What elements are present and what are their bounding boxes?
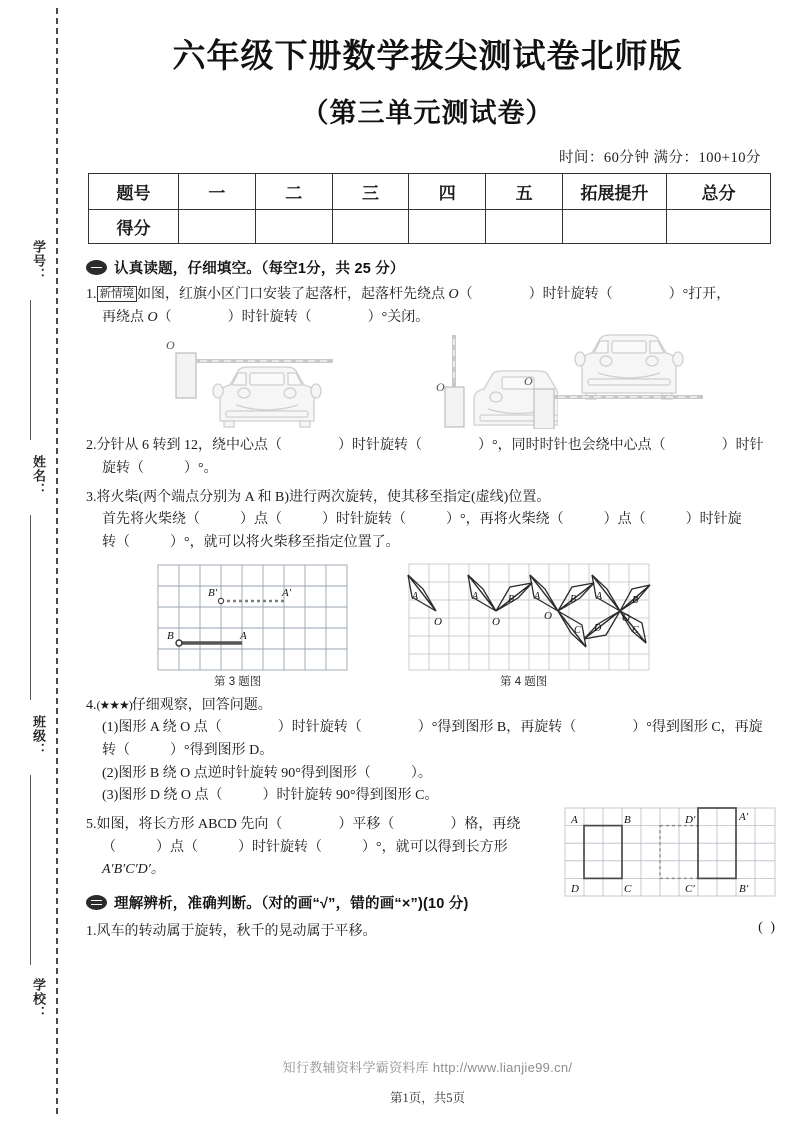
svg-text:C: C xyxy=(574,624,581,636)
q4-p3b: ）时针旋转 90°得到图形 C。 xyxy=(262,788,439,804)
q1-point-o-2: O xyxy=(147,309,158,325)
q1-figure-barrier-closed xyxy=(158,333,388,429)
q4-part2 xyxy=(86,763,793,786)
q5-g: ）°，就可以得到长方形 xyxy=(362,839,508,855)
svg-text:B: B xyxy=(632,594,639,606)
svg-text:A: A xyxy=(472,590,479,602)
judge-1-number: 1. xyxy=(86,924,97,940)
q2-c: ）°，同时时针也会绕中心点（ xyxy=(478,438,666,454)
svg-text:A: A xyxy=(412,590,419,602)
svg-text:C′: C′ xyxy=(685,883,695,896)
score-cell-5[interactable] xyxy=(486,210,563,244)
question-3 xyxy=(86,487,793,555)
q1-line2a: 再绕点 xyxy=(102,309,144,325)
q1-line1c: ）°打开， xyxy=(668,287,731,302)
score-col-1: 一 xyxy=(179,174,256,210)
q2-d: ）时针 xyxy=(721,438,764,454)
q5-d: （ xyxy=(102,839,116,855)
q3-line3 xyxy=(86,532,793,555)
q2-number: 2. xyxy=(86,438,97,454)
sealing-margin xyxy=(0,0,62,1122)
svg-text:C: C xyxy=(632,624,639,636)
q5-e: ）点（ xyxy=(156,839,198,855)
svg-text:B′: B′ xyxy=(208,586,218,599)
q1-number: 1. xyxy=(86,287,97,302)
q1-figure-row xyxy=(62,333,793,429)
svg-text:A: A xyxy=(596,590,603,602)
margin-rule-2 xyxy=(30,515,31,700)
q5-b: ）平移（ xyxy=(338,817,395,833)
margin-rule-3 xyxy=(30,775,31,965)
svg-text:C: C xyxy=(624,883,632,896)
svg-text:D: D xyxy=(594,622,602,634)
margin-label-name: 姓名： xyxy=(31,455,46,497)
figure-q5-rectangle-grid xyxy=(563,806,777,898)
q3-b: 首先将火柴绕（ xyxy=(102,512,200,528)
section-number-two-icon xyxy=(86,895,107,910)
figure-q3-caption: 第 3 题图 xyxy=(214,675,262,688)
q3-d: ）时针旋转（ xyxy=(322,512,406,528)
score-col-5: 五 xyxy=(486,174,563,210)
svg-text:O: O xyxy=(492,615,500,628)
q4-p3a: (3)图形 D 绕 O 点（ xyxy=(102,788,223,804)
svg-text:A: A xyxy=(240,629,247,642)
section-number-one-icon xyxy=(86,260,107,275)
figure-q3-matchstick-grid xyxy=(154,561,354,671)
q1-line1a: 如图，红旗小区门口安装了起落杆，起落杆先绕点 xyxy=(137,287,445,302)
judge-item-1 xyxy=(86,920,793,940)
q2-a: 分针从 6 转到 12，绕中心点（ xyxy=(96,438,282,454)
score-cell-3[interactable] xyxy=(332,210,409,244)
q5-h: A′B′C′D′。 xyxy=(102,862,165,878)
q4-p1f: ）°得到图形 D。 xyxy=(170,743,274,759)
margin-label-class: 班级： xyxy=(31,715,46,757)
svg-text:O: O xyxy=(622,611,630,624)
page-number: 第1页，共5页 xyxy=(389,1091,465,1105)
q4-p1a: (1)图形 A 绕 O 点（ xyxy=(102,720,222,736)
q3-h: 转（ xyxy=(102,535,130,551)
q2-e: 旋转（ xyxy=(102,461,144,477)
svg-text:D′: D′ xyxy=(685,814,696,827)
svg-text:A′: A′ xyxy=(739,811,749,824)
q3-f: ）点（ xyxy=(603,512,646,528)
score-col-2: 二 xyxy=(255,174,332,210)
score-col-4: 四 xyxy=(409,174,486,210)
q4-p2a: (2)图形 B 绕 O 点逆时针旋转 90°得到图形（ xyxy=(102,765,371,781)
q3-c: ）点（ xyxy=(240,512,282,528)
question-2 xyxy=(86,435,793,480)
q5-a: 如图，将长方形 ABCD 先向（ xyxy=(96,817,283,833)
svg-text:O: O xyxy=(524,374,533,389)
q1-line2b: ）时针旋转（ xyxy=(227,309,312,325)
q5-number: 5. xyxy=(86,817,97,833)
q1-line1b: ）时针旋转（ xyxy=(528,287,613,302)
watermark-text: 知行教辅资料学霸资料库 http://www.lianjie99.cn/ xyxy=(282,1060,573,1075)
svg-text:B: B xyxy=(508,593,515,605)
page-footer xyxy=(62,1057,793,1106)
score-table-row-label-2: 得分 xyxy=(89,210,179,244)
svg-text:A: A xyxy=(571,814,578,827)
q3-a: 将火柴(两个端点分别为 A 和 B)进行两次旋转，使其移至指定(虚线)位置。 xyxy=(96,489,551,505)
section-header-1 xyxy=(86,257,793,278)
q4-p1e: 转（ xyxy=(102,743,130,759)
q4-p1b: ）时针旋转（ xyxy=(277,720,362,736)
q4-part1-line1 xyxy=(86,717,793,740)
q3-line2 xyxy=(86,509,793,532)
score-cell-4[interactable] xyxy=(409,210,486,244)
svg-text:B: B xyxy=(570,593,577,605)
score-cell-bonus[interactable] xyxy=(563,210,667,244)
score-col-bonus: 拓展提升 xyxy=(563,174,667,210)
score-table-wrap xyxy=(62,173,793,244)
svg-text:O: O xyxy=(434,615,442,628)
judge-1-answer-box[interactable]: ( ) xyxy=(758,920,777,936)
question-4 xyxy=(86,695,793,808)
judge-1-text: 风车的转动属于旋转，秋千的晃动属于平移。 xyxy=(96,924,377,940)
q3-g: ）时针旋 xyxy=(685,512,742,528)
q5-f: ）时针旋转（ xyxy=(238,839,322,855)
figure-q4-caption: 第 4 题图 xyxy=(500,675,548,688)
q3-i: ）°，就可以将火柴移至指定位置了。 xyxy=(170,535,400,551)
score-cell-2[interactable] xyxy=(255,210,332,244)
q1-figure-barrier-closing xyxy=(518,333,768,429)
q4-p1d: ）°得到图形 C，再旋 xyxy=(632,720,763,736)
q2-f: ）°。 xyxy=(184,461,218,477)
q4-number: 4. xyxy=(86,697,97,713)
figure-q4-rotation-grid xyxy=(406,561,652,671)
page-title: 六年级下册数学拔尖测试卷北师版 xyxy=(172,37,683,74)
q4-p1c: ）°得到图形 B，再旋转（ xyxy=(417,720,577,736)
score-cell-1[interactable] xyxy=(179,210,256,244)
svg-text:O: O xyxy=(166,338,175,353)
margin-label-student-id: 学号： xyxy=(31,240,46,282)
q3-e: ）°，再将火柴绕（ xyxy=(446,512,564,528)
page-body xyxy=(62,0,793,1122)
question-1: 1. 新情境 如图，红旗小区门口安装了起落杆，起落杆先绕点 O（ ）时针旋转（ ）°打开， 再绕点 O（ ）时针旋转（ ）°关闭。 xyxy=(86,284,793,329)
score-col-3: 三 xyxy=(332,174,409,210)
q4-difficulty-stars: (★★★) xyxy=(96,697,132,712)
sealing-dashed-line xyxy=(56,8,58,1114)
q1-line2: 再绕点 O（ ）时针旋转（ ）°关闭。 xyxy=(102,309,430,325)
q1-line2c: ）°关闭。 xyxy=(367,309,430,325)
page-subtitle: （第三单元测试卷） xyxy=(301,98,554,128)
score-table xyxy=(88,173,771,244)
svg-text:O: O xyxy=(544,609,552,622)
q2-line2 xyxy=(86,458,793,481)
svg-text:B: B xyxy=(167,629,174,642)
svg-text:A′: A′ xyxy=(282,586,292,599)
q2-b: ）时针旋转（ xyxy=(338,438,422,454)
margin-label-school: 学校： xyxy=(31,978,46,1020)
svg-text:A: A xyxy=(534,590,541,602)
figure-row-q3-q4 xyxy=(62,561,793,689)
section-title-2: 理解辨析，准确判断。（对的画“√”，错的画“×”)(10 分) xyxy=(114,896,469,913)
q4-part1-line2 xyxy=(86,740,793,763)
exam-meta: 时间：60分钟 满分：100+10分 xyxy=(558,150,761,166)
score-col-total: 总分 xyxy=(667,174,771,210)
q4-lead: 仔细观察，回答问题。 xyxy=(131,697,272,713)
q4-p2b: ）。 xyxy=(410,765,432,781)
q4-part3 xyxy=(86,785,793,808)
score-table-row-label: 题号 xyxy=(89,174,179,210)
q3-number: 3. xyxy=(86,489,97,505)
svg-text:B′: B′ xyxy=(739,883,749,896)
table-row xyxy=(89,210,771,244)
q1-tag: 新情境 xyxy=(97,286,138,302)
svg-text:D: D xyxy=(571,883,579,896)
svg-text:O: O xyxy=(436,380,445,395)
q1-point-o-1: O xyxy=(448,287,459,302)
table-row xyxy=(89,174,771,210)
section-title-1: 认真读题，仔细填空。（每空1分，共 25 分） xyxy=(114,261,405,277)
margin-rule-1 xyxy=(30,300,31,440)
question-5 xyxy=(86,811,793,896)
score-cell-total[interactable] xyxy=(667,210,771,244)
q5-c: ）格，再绕 xyxy=(450,817,521,833)
svg-text:B: B xyxy=(624,814,631,827)
